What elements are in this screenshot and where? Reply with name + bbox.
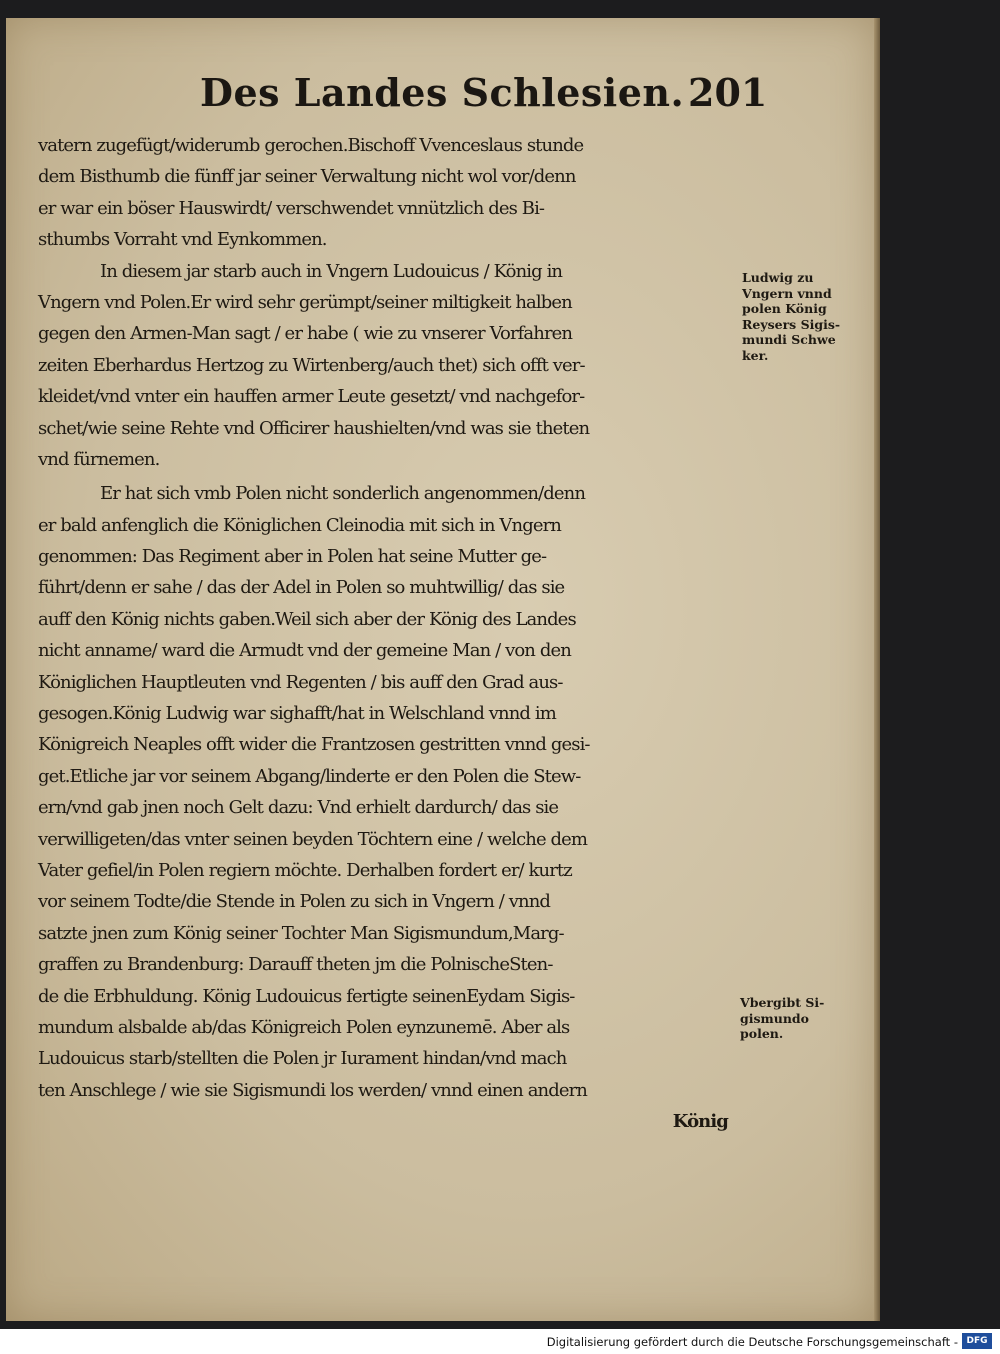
- text-line: gegen den Armen-Man sagt / er habe ( wie zu vnserer Vorfahren: [38, 323, 573, 345]
- margin-note-line: mundi Schwe: [742, 332, 836, 347]
- page-edge: [874, 18, 880, 1321]
- paragraph-start-line: Er hat sich vmb Polen nicht sonderlich angenommen/denn: [100, 483, 586, 505]
- text-line: graffen zu Brandenburg: Darauff theten jm die PolnischeSten-: [38, 954, 553, 976]
- text-line: kleidet/vnd vnter ein hauffen armer Leute gesetzt/ vnd nachgefor-: [38, 386, 585, 408]
- text-line: get.Etliche jar vor seinem Abgang/linderte er den Polen die Stew-: [38, 765, 581, 787]
- text-line: vor seinem Todte/die Stende in Polen zu sich in Vngern / vnnd: [38, 891, 551, 913]
- text-line: gesogen.König Ludwig war sighafft/hat in Welschland vnnd im: [38, 703, 556, 725]
- running-title: Des Landes Schlesien.: [200, 70, 685, 115]
- text-line: Vngern vnd Polen.Er wird sehr gerümpt/seiner miltigkeit halben: [38, 291, 572, 313]
- paragraph-start-line: In diesem jar starb auch in Vngern Ludouicus / König in: [100, 260, 563, 282]
- text-line: schet/wie seine Rehte vnd Officirer haushielten/vnd was sie theten: [38, 417, 590, 439]
- margin-note-line: polen König: [742, 301, 827, 316]
- text-line: genommen: Das Regiment aber in Polen hat seine Mutter ge-: [38, 546, 547, 568]
- page-header: [200, 70, 768, 126]
- text-line: satzte jnen zum König seiner Tochter Man Sigismundum,Marg-: [38, 922, 564, 944]
- dfg-logo: DFG: [962, 1333, 992, 1349]
- margin-note-line: Reysers Sigis-: [742, 316, 841, 332]
- catchword: König: [672, 1111, 728, 1133]
- footer-bar: [0, 1329, 1000, 1354]
- text-line: nicht anname/ ward die Armudt vnd der gemeine Man / von den: [38, 640, 571, 662]
- text-line: zeiten Eberhardus Hertzog zu Wirtenberg/auch thet) sich offt ver-: [38, 354, 585, 376]
- text-line: er bald anfenglich die Königlichen Cleinodia mit sich in Vngern: [38, 514, 561, 536]
- funding-credit: Digitalisierung gefördert durch die Deutsche Forschungsgemeinschaft -: [546, 1335, 958, 1349]
- text-line: auff den König nichts gaben.Weil sich aber der König des Landes: [38, 608, 576, 630]
- text-line: de die Erbhuldung. König Ludouicus fertigte seinenEydam Sigis-: [38, 985, 575, 1007]
- text-line: Vater gefiel/in Polen regiern möchte. Derhalben fordert er/ kurtz: [38, 859, 572, 881]
- text-line: Königreich Neaples offt wider die Frantzosen gestritten vnnd gesi-: [38, 734, 590, 756]
- margin-note-line: Vbergibt Si-: [740, 995, 825, 1010]
- folio-number: 201: [688, 70, 768, 115]
- text-line: Königlichen Hauptleuten vnd Regenten / bis auff den Grad aus-: [38, 671, 563, 693]
- margin-note-sigismund: [740, 995, 824, 1042]
- margin-note-line: Ludwig zu: [742, 270, 814, 285]
- text-line: verwilligeten/das vnter seinen beyden Töchtern eine / welche dem: [38, 828, 588, 850]
- main-text-block: [38, 130, 738, 1138]
- margin-note-ludwig: [742, 270, 840, 363]
- margin-note-line: gismundo: [740, 1010, 810, 1026]
- text-line: ten Anschlege / wie sie Sigismundi los werden/ vnnd einen andern: [38, 1079, 587, 1101]
- text-line: vnd fürnemen.: [38, 448, 160, 470]
- text-line: führt/denn er sahe / das der Adel in Polen so muhtwillig/ das sie: [38, 577, 565, 599]
- margin-note-line: ker.: [742, 347, 769, 363]
- text-line: sthumbs Vorraht vnd Eynkommen.: [38, 229, 327, 251]
- text-line: vatern zugefügt/widerumb gerochen.Bischoff Vvenceslaus stunde: [38, 135, 584, 156]
- text-line: ern/vnd gab jnen noch Gelt dazu: Vnd erhielt dardurch/ das sie: [38, 797, 559, 819]
- text-line: mundum alsbalde ab/das Königreich Polen eynzunemē. Aber als: [38, 1016, 570, 1038]
- text-line: er war ein böser Hauswirdt/ verschwendet vnnützlich des Bi-: [38, 197, 545, 219]
- margin-note-line: Vngern vnnd: [742, 285, 832, 301]
- text-line: dem Bisthumb die fünff jar seiner Verwaltung nicht wol vor/denn: [38, 166, 576, 188]
- margin-note-line: polen.: [740, 1026, 784, 1041]
- text-line: Ludouicus starb/stellten die Polen jr Iurament hindan/vnd mach: [38, 1048, 567, 1070]
